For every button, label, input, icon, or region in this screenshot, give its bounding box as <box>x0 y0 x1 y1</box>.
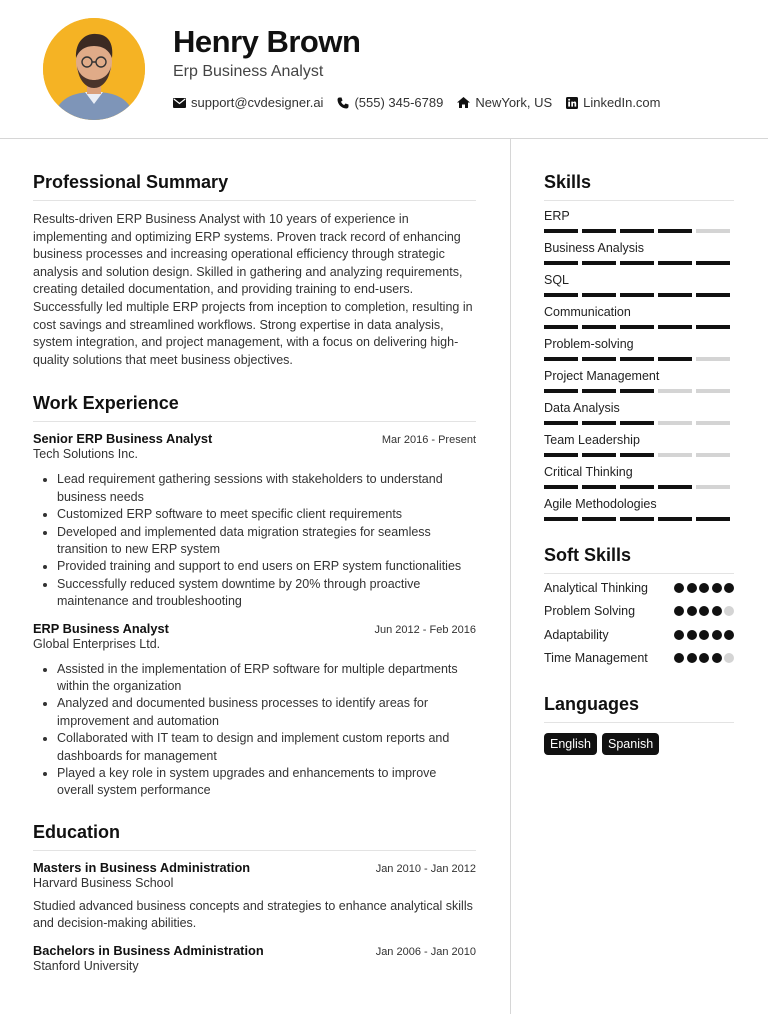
skill-item <box>544 433 734 457</box>
job-company: Global Enterprises Ltd. <box>33 636 161 651</box>
skills-section <box>544 172 734 521</box>
education-date: Jan 2010 - Jan 2012 <box>375 862 476 875</box>
language-tag: Spanish <box>602 733 659 755</box>
skill-name: Communication <box>544 305 631 319</box>
job-entry <box>33 431 476 610</box>
skill-level-segment <box>658 325 692 329</box>
languages-list <box>544 733 734 755</box>
contact-location <box>457 95 552 110</box>
skill-level-bar <box>544 485 734 489</box>
job-bullets <box>33 661 476 800</box>
skill-level-segment <box>544 517 578 521</box>
candidate-title: Erp Business Analyst <box>173 63 324 80</box>
skill-item <box>544 273 734 297</box>
skills-heading: Skills <box>544 172 734 201</box>
rating-dot <box>699 606 709 616</box>
skill-level-segment <box>696 357 730 361</box>
education-school: Harvard Business School <box>33 875 174 890</box>
skill-level-segment <box>582 485 616 489</box>
soft-skill-rating <box>672 583 735 597</box>
rating-dot <box>687 630 697 640</box>
skill-name: SQL <box>544 273 570 287</box>
rating-dot <box>724 583 734 593</box>
skill-level-segment <box>696 261 730 265</box>
skill-level-bar <box>544 517 734 521</box>
rating-dot <box>674 653 684 663</box>
skill-level-segment <box>620 453 654 457</box>
education-entry <box>33 943 476 973</box>
soft-skill-item <box>544 580 734 597</box>
skill-level-segment <box>544 261 578 265</box>
contact-phone-text: (555) 345-6789 <box>354 95 444 110</box>
skill-level-segment <box>544 453 578 457</box>
rating-dot <box>724 630 734 640</box>
contact-email-text: support@cvdesigner.ai <box>191 95 324 110</box>
skill-level-segment <box>544 357 578 361</box>
experience-section <box>33 393 476 800</box>
skill-level-segment <box>696 485 730 489</box>
skill-level-segment <box>544 421 578 425</box>
skill-level-segment <box>658 229 692 233</box>
job-company: Tech Solutions Inc. <box>33 447 138 462</box>
skill-level-bar <box>544 453 734 457</box>
skill-level-segment <box>582 421 616 425</box>
skill-level-segment <box>544 229 578 233</box>
skill-item <box>544 465 734 489</box>
sidebar-column <box>544 139 734 755</box>
rating-dot <box>699 583 709 593</box>
skill-level-segment <box>658 517 692 521</box>
education-heading: Education <box>33 822 476 851</box>
skill-level-segment <box>696 389 730 393</box>
skill-item <box>544 305 734 329</box>
soft-skills-section <box>544 545 734 668</box>
skill-name: Agile Methodologies <box>544 497 657 511</box>
skill-level-segment <box>658 389 692 393</box>
soft-skill-item <box>544 650 734 667</box>
education-entry <box>33 860 476 933</box>
contact-linkedin[interactable] <box>566 95 660 110</box>
skill-level-bar <box>544 389 734 393</box>
skills-list <box>544 209 734 521</box>
contact-linkedin-text: LinkedIn.com <box>583 95 661 110</box>
rating-dot <box>712 606 722 616</box>
skill-level-segment <box>582 517 616 521</box>
job-entry <box>33 621 476 800</box>
skill-level-segment <box>658 485 692 489</box>
skill-level-bar <box>544 229 734 233</box>
skill-name: Problem-solving <box>544 337 634 351</box>
rating-dot <box>687 653 697 663</box>
skill-level-segment <box>620 357 654 361</box>
skill-level-segment <box>620 261 654 265</box>
skill-level-segment <box>582 229 616 233</box>
skill-level-segment <box>544 485 578 489</box>
contact-list <box>173 95 675 110</box>
skill-level-segment <box>696 229 730 233</box>
rating-dot <box>724 653 734 663</box>
skill-name: Project Management <box>544 369 660 383</box>
skill-item <box>544 401 734 425</box>
rating-dot <box>687 606 697 616</box>
soft-skill-name: Problem Solving <box>544 604 636 619</box>
skill-level-bar <box>544 325 734 329</box>
skill-level-bar <box>544 421 734 425</box>
rating-dot <box>699 653 709 663</box>
summary-text: Results-driven ERP Business Analyst with 10 years of experience in implementing and optimizing ERP systems. Proven track record of enhancing business processes and increasing operational efficiency through strategic analysis and solution design. Skilled in gathering and analyzing requirements, creating detailed documentation, and providing training to end-users. Successfully led multiple ERP projects from inception to completion, resulting in cost savings and streamlined workflows. Strong expertise in data analysis, system integration, and project management, with a focus on delivering high-quality solutions that meet business objectives. <box>33 212 473 367</box>
job-bullet: • Successfully reduced system downtime by 20% through proactive maintenance and troubleshooting <box>57 576 476 611</box>
contact-email[interactable] <box>173 95 323 110</box>
summary-section <box>33 172 476 369</box>
skill-level-segment <box>658 293 692 297</box>
skill-level-segment <box>658 261 692 265</box>
rating-dot <box>712 583 722 593</box>
skill-level-segment <box>620 325 654 329</box>
skill-name: ERP <box>544 209 570 223</box>
skill-level-segment <box>658 421 692 425</box>
job-title: Senior ERP Business Analyst <box>33 431 213 447</box>
skill-level-bar <box>544 293 734 297</box>
education-degree: Masters in Business Administration <box>33 859 251 875</box>
soft-skills-heading: Soft Skills <box>544 545 734 574</box>
education-description: Studied advanced business concepts and strategies to enhance analytical skills and decision-making abilities. <box>33 898 473 931</box>
skill-level-segment <box>620 389 654 393</box>
skill-level-segment <box>582 293 616 297</box>
soft-skill-name: Adaptability <box>544 627 609 642</box>
job-bullet: • Assisted in the implementation of ERP software for multiple departments within the organization <box>57 661 476 696</box>
skill-name: Data Analysis <box>544 401 620 415</box>
skill-level-segment <box>582 357 616 361</box>
job-bullet: • Analyzed and documented business processes to identify areas for improvement and automation <box>57 695 476 730</box>
skill-level-segment <box>582 389 616 393</box>
job-date: Jun 2012 - Feb 2016 <box>374 623 476 636</box>
job-bullet: • Customized ERP software to meet specific client requirements <box>57 506 476 523</box>
job-bullet: • Lead requirement gathering sessions with stakeholders to understand business needs <box>57 471 476 506</box>
soft-skill-rating <box>672 630 735 644</box>
skill-level-segment <box>544 293 578 297</box>
skill-level-segment <box>620 421 654 425</box>
soft-skill-rating <box>672 606 735 620</box>
skill-name: Team Leadership <box>544 433 640 447</box>
skill-level-segment <box>696 293 730 297</box>
skill-level-segment <box>696 517 730 521</box>
skill-name: Business Analysis <box>544 241 645 255</box>
envelope-icon <box>173 98 186 108</box>
skill-item <box>544 369 734 393</box>
summary-heading: Professional Summary <box>33 172 476 201</box>
education-section <box>33 822 476 973</box>
linkedin-icon <box>566 97 578 109</box>
soft-skill-item <box>544 603 734 620</box>
contact-phone[interactable] <box>337 95 443 110</box>
skill-level-segment <box>696 325 730 329</box>
skill-name: Critical Thinking <box>544 465 633 479</box>
candidate-name: Henry Brown <box>173 24 361 59</box>
job-bullet: • Collaborated with IT team to design and implement custom reports and dashboards for management <box>57 730 476 765</box>
soft-skill-name: Analytical Thinking <box>544 581 648 595</box>
soft-skill-item <box>544 627 734 644</box>
skill-level-segment <box>696 453 730 457</box>
skill-level-segment <box>658 357 692 361</box>
avatar-portrait-icon <box>43 18 145 120</box>
job-bullet: • Developed and implemented data migration strategies for seamless transition to new ERP system <box>57 524 476 559</box>
job-date: Mar 2016 - Present <box>381 434 476 447</box>
skill-level-segment <box>658 453 692 457</box>
skill-level-segment <box>696 421 730 425</box>
skill-item <box>544 337 734 361</box>
skill-level-segment <box>620 229 654 233</box>
column-divider <box>510 139 511 1014</box>
education-date: Jan 2006 - Jan 2010 <box>375 945 476 958</box>
skill-level-segment <box>544 389 578 393</box>
language-tag: English <box>544 733 597 755</box>
skill-level-segment <box>620 293 654 297</box>
resume-header <box>0 0 768 139</box>
rating-dot <box>712 630 722 640</box>
skill-level-bar <box>544 357 734 361</box>
main-column <box>33 139 476 973</box>
soft-skill-rating <box>672 653 735 667</box>
rating-dot <box>712 653 722 663</box>
rating-dot <box>724 606 734 616</box>
job-bullet: • Played a key role in system upgrades and enhancements to improve overall system performance <box>57 765 476 800</box>
rating-dot <box>699 630 709 640</box>
skill-item <box>544 209 734 233</box>
skill-level-segment <box>620 485 654 489</box>
rating-dot <box>674 606 684 616</box>
skill-item <box>544 497 734 521</box>
skill-level-segment <box>544 325 578 329</box>
job-title: ERP Business Analyst <box>33 620 169 636</box>
soft-skill-name: Time Management <box>544 651 648 666</box>
soft-skills-list <box>544 580 734 668</box>
job-bullet: • Provided training and support to end users on ERP system functionalities <box>57 558 476 575</box>
skill-level-segment <box>582 453 616 457</box>
skill-level-segment <box>582 325 616 329</box>
languages-heading: Languages <box>544 694 734 723</box>
skill-item <box>544 241 734 265</box>
languages-section <box>544 694 734 755</box>
education-school: Stanford University <box>33 958 139 973</box>
rating-dot <box>674 583 684 593</box>
home-icon <box>457 97 470 108</box>
avatar <box>43 18 145 120</box>
job-bullets <box>33 471 476 610</box>
skill-level-segment <box>620 517 654 521</box>
phone-icon <box>337 97 349 109</box>
skill-level-segment <box>582 261 616 265</box>
skill-level-bar <box>544 261 734 265</box>
education-degree: Bachelors in Business Administration <box>33 942 264 958</box>
contact-location-text: NewYork, US <box>475 95 553 110</box>
rating-dot <box>687 583 697 593</box>
experience-heading: Work Experience <box>33 393 476 422</box>
rating-dot <box>674 630 684 640</box>
